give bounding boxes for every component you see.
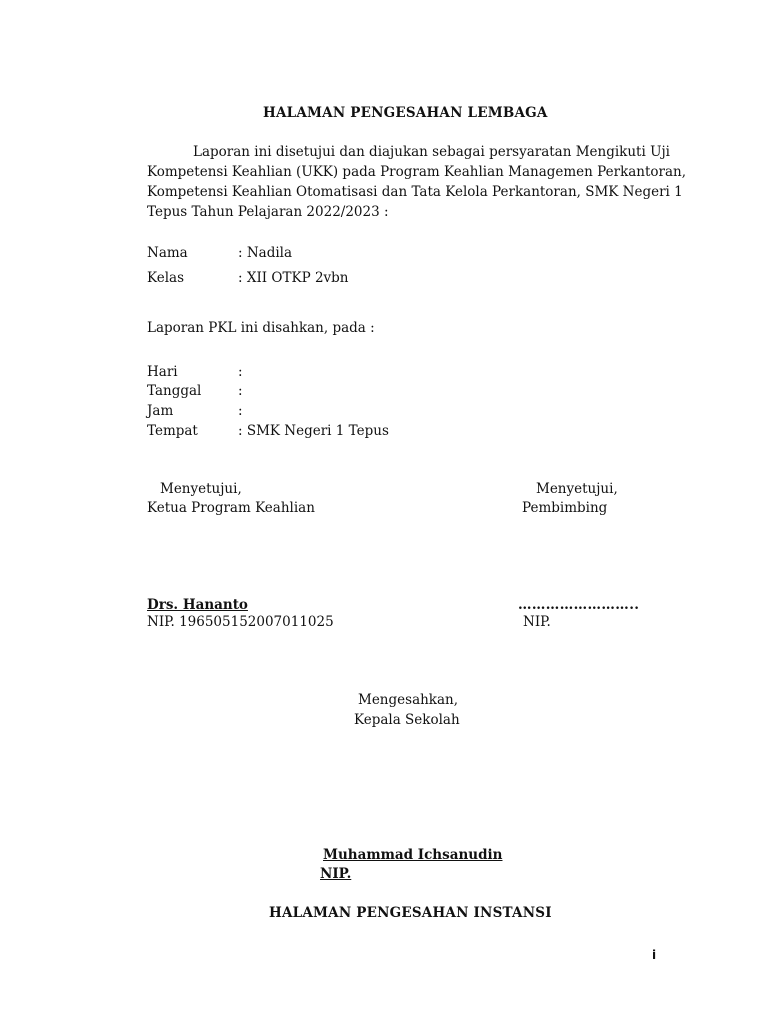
class-label: Kelas: [147, 270, 185, 286]
approval-line: Laporan PKL ini disahkan, pada :: [147, 320, 375, 336]
document-title: HALAMAN PENGESAHAN LEMBAGA: [263, 105, 548, 121]
place-value: : SMK Negeri 1 Tepus: [238, 423, 389, 439]
page-number: i: [652, 948, 657, 962]
principal-name: Muhammad Ichsanudin: [323, 847, 503, 863]
right-approval-text: Menyetujui,: [536, 481, 618, 497]
time-value: :: [238, 403, 243, 419]
intro-paragraph: [147, 142, 687, 222]
principal-nip: NIP.: [320, 866, 352, 882]
next-section-title: HALAMAN PENGESAHAN INSTANSI: [269, 905, 552, 921]
left-signatory-name: Drs. Hananto: [147, 597, 248, 613]
right-signatory-name: ……………………..: [518, 597, 640, 613]
day-value: :: [238, 364, 243, 380]
principal-nip-line: [286, 865, 351, 883]
day-label: Hari: [147, 364, 178, 380]
intro-line: Laporan ini disetujui dan diajukan sebagai persyaratan Mengikuti Uji: [193, 144, 670, 160]
class-value: : XII OTKP 2vbn: [238, 270, 349, 286]
name-label: Nama: [147, 245, 188, 261]
principal-role-text: Kepala Sekolah: [354, 712, 460, 728]
place-label: Tempat: [147, 423, 198, 439]
intro-line: Kompetensi Keahlian Otomatisasi dan Tata Kelola Perkantoran, SMK Negeri 1: [147, 184, 683, 200]
date-label: Tanggal: [147, 383, 202, 399]
right-role-text: Pembimbing: [522, 500, 608, 516]
right-nip: NIP.: [523, 614, 551, 630]
left-role-text: Ketua Program Keahlian: [147, 500, 315, 516]
left-nip: NIP. 196505152007011025: [147, 614, 334, 630]
name-value: : Nadila: [238, 245, 293, 261]
time-label: Jam: [147, 403, 174, 419]
left-approval-text: Menyetujui,: [160, 481, 242, 497]
intro-line: Kompetensi Keahlian (UKK) pada Program Keahlian Managemen Perkantoran,: [147, 164, 687, 180]
date-value: :: [238, 383, 243, 399]
intro-line: Tepus Tahun Pelajaran 2022/2023 :: [147, 204, 389, 220]
principal-approval-text: Mengesahkan,: [358, 692, 459, 708]
